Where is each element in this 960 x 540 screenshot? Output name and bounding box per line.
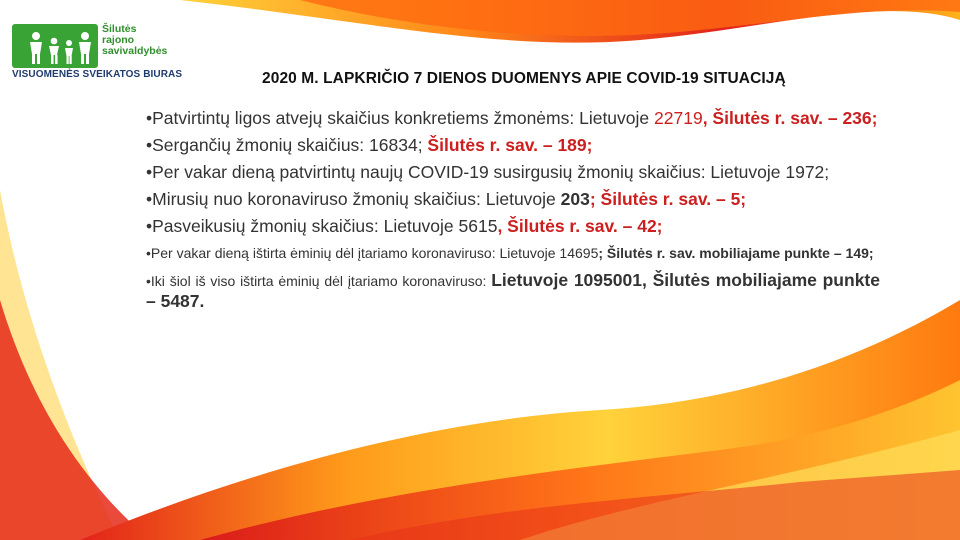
item-value-silute: , Šilutės r. sav. – 42; — [497, 216, 663, 236]
item-text: •Per vakar dieną ištirta ėminių dėl įtariamo koronaviruso: Lietuvoje 14695 — [146, 245, 599, 261]
item-value-silute: ; Šilutės r. sav. – 5; — [589, 189, 747, 209]
list-item-new-cases — [146, 162, 880, 183]
page-title: 2020 M. LAPKRIČIO 7 DIENOS DUOMENYS APIE COVID-19 SITUACIJĄ — [262, 70, 786, 87]
item-text: •Pasveikusių žmonių skaičius: Lietuvoje 5615 — [146, 216, 498, 236]
logo-subtitle: VISUOMENĖS SVEIKATOS BIURAS — [12, 69, 183, 80]
list-item-recovered — [146, 216, 880, 237]
list-item-deaths — [146, 189, 880, 210]
list-item-confirmed-cases — [146, 108, 880, 129]
list-item-tests-total — [146, 270, 880, 312]
item-value-silute: Šilutės r. sav. – 189; — [427, 135, 593, 155]
family-icon — [22, 28, 102, 68]
item-text: •Iki šiol iš viso ištirta ėminių dėl įtariamo koronaviruso: — [146, 273, 492, 289]
logo-text-line3: savivaldybės — [102, 45, 168, 57]
item-value-lithuania: 22719 — [654, 108, 703, 128]
logo-emblem — [12, 24, 98, 68]
item-text: •Mirusių nuo koronaviruso žmonių skaičius: Lietuvoje — [146, 189, 561, 209]
logo-text-line1: Šilutės — [102, 23, 137, 35]
organization-logo — [6, 22, 196, 84]
list-item-tests-yesterday — [146, 243, 880, 263]
item-value-total: Lietuvoje 1095001, Šilutės mobiliajame punkte – 5487. — [146, 270, 880, 311]
item-value-silute: ; Šilutės r. sav. mobiliajame punkte – 149; — [598, 245, 874, 261]
item-text: •Per vakar dieną patvirtintų naujų COVID-19 susirgusių žmonių skaičius: Lietuvoje 1972; — [146, 162, 830, 182]
logo-text-line2: rajono — [102, 34, 135, 46]
bullet-list — [146, 108, 880, 319]
item-text: •Sergančių žmonių skaičius: 16834; — [146, 135, 428, 155]
item-value-lithuania: 203 — [560, 189, 590, 209]
item-value-silute: , Šilutės r. sav. – 236; — [702, 108, 878, 128]
item-text: •Patvirtintų ligos atvejų skaičius konkretiems žmonėms: Lietuvoje — [146, 108, 655, 128]
list-item-sick — [146, 135, 880, 156]
